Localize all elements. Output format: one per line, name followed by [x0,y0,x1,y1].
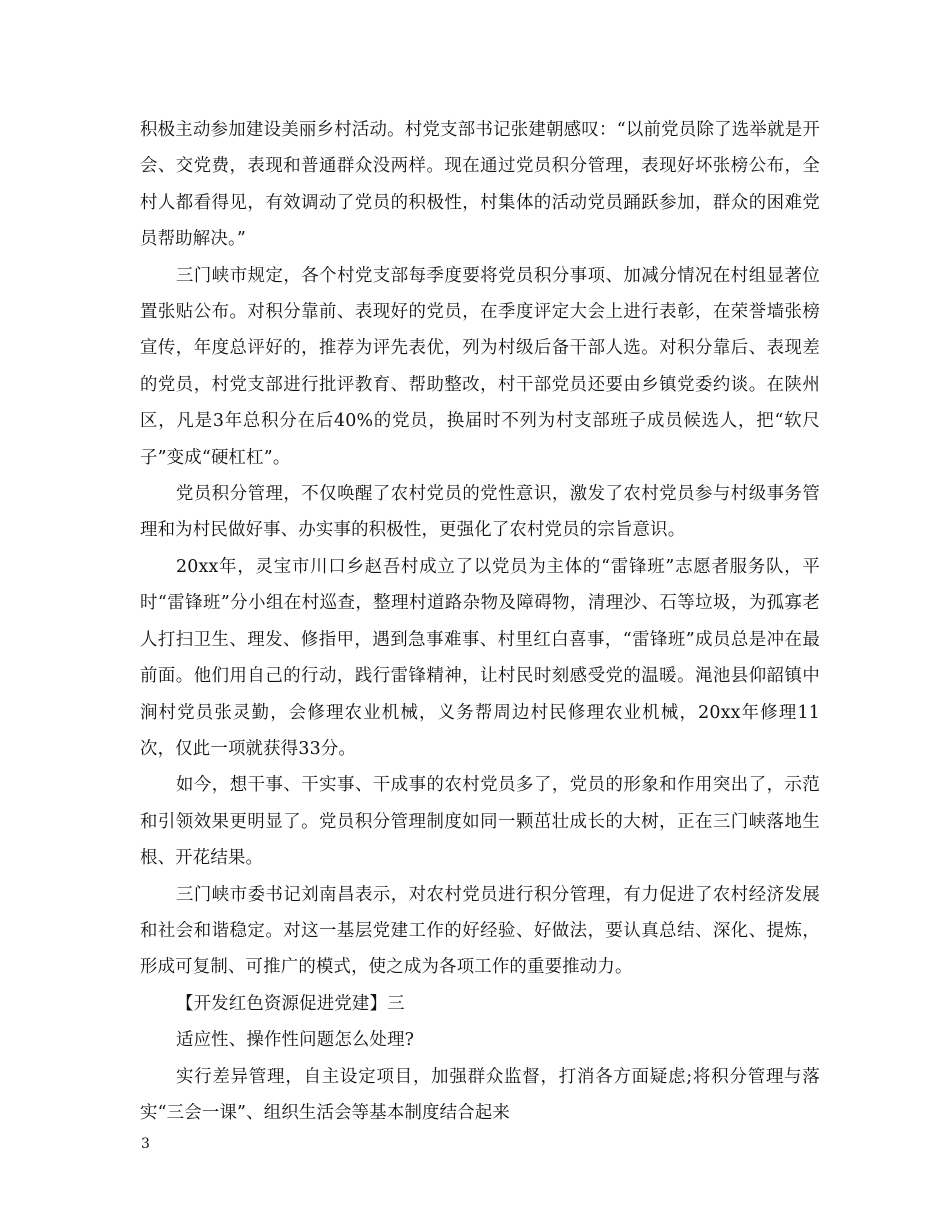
paragraph-2: 三门峡市规定，各个村党支部每季度要将党员积分事项、加减分情况在村组显著位置张贴公布。对积分靠前、表现好的党员，在季度评定大会上进行表彰，在荣誉墙张榜宣传，年度总评好的，推荐为评先表优，列为村级后备干部人选。对积分靠后、表现差的党员，村党支部进行批评教育、帮助整改，村干部党员还要由乡镇党委约谈。在陕州区，凡是3年总积分在后40%的党员，换届时不列为村支部班子成员候选人，把“软尺子”变成“硬杠杠”。 [140,265,820,468]
paragraph-4: 20xx年，灵宝市川口乡赵吾村成立了以党员为主体的“雷锋班”志愿者服务队，平时“雷锋班”分小组在村巡查，整理村道路杂物及障碍物，清理沙、石等垃圾，为孤寡老人打扫卫生、理发、修指甲，遇到急事难事、村里红白喜事，“雷锋班”成员总是冲在最前面。他们用自己的行动，践行雷锋精神，让村民时刻感受党的温暖。渑池县仰韶镇中涧村党员张灵勤，会修理农业机械，义务帮周边村民修理农业机械，20xx年修理11次，仅此一项就获得33分。 [140,556,820,759]
paragraph-9: 实行差异管理，自主设定项目，加强群众监督，打消各方面疑虑;将积分管理与落实“三会一课”、组织生活会等基本制度结合起来 [140,1066,820,1123]
page-number: 3 [141,1136,150,1152]
paragraph-1: 积极主动参加建设美丽乡村活动。村党支部书记张建朝感叹：“以前党员除了选举就是开会、交党费，表现和普通群众没两样。现在通过党员积分管理，表现好坏张榜公布，全村人都看得见，有效调动了党员的积极性，村集体的活动党员踊跃参加，群众的困难党员帮助解决。” [140,120,820,250]
paragraph-5: 如今，想干事、干实事、干成事的农村党员多了，党员的形象和作用突出了，示范和引领效果更明显了。党员积分管理制度如同一颗茁壮成长的大树，正在三门峡落地生根、开花结果。 [140,775,820,869]
document-body [140,112,820,1131]
paragraph-3: 党员积分管理，不仅唤醒了农村党员的党性意识，激发了农村党员参与村级事务管理和为村民做好事、办实事的积极性，更强化了农村党员的宗旨意识。 [140,484,820,541]
question-line: 适应性、操作性问题怎么处理? [176,1030,415,1051]
section-heading: 【开发红色资源促进党建】三 [176,993,405,1014]
paragraph-6: 三门峡市委书记刘南昌表示，对农村党员进行积分管理，有力促进了农村经济发展和社会和谐稳定。对这一基层党建工作的好经验、好做法，要认真总结、深化、提炼，形成可复制、可推广的模式，使之成为各项工作的重要推动力。 [140,884,820,978]
